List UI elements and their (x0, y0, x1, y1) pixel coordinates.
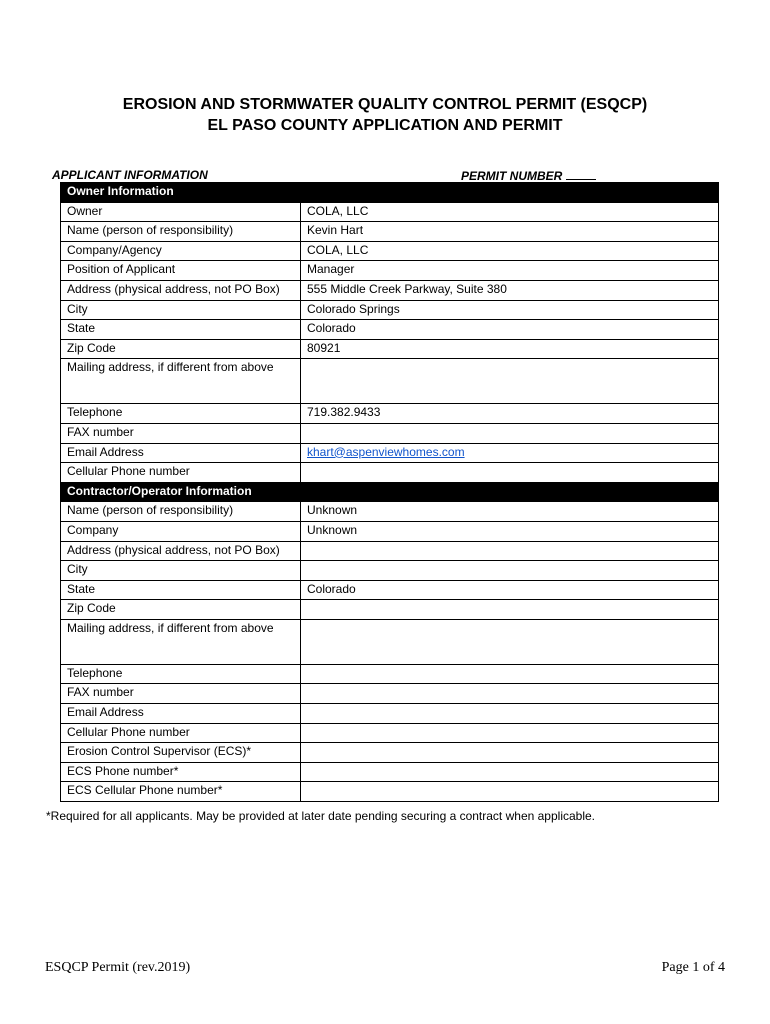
telephone-value[interactable]: 719.382.9433 (301, 404, 719, 424)
table-row (61, 241, 719, 261)
field-label: State (61, 320, 301, 340)
applicant-information-heading: APPLICANT INFORMATION (52, 168, 208, 182)
required-footnote: *Required for all applicants. May be provided at later date pending securing a contract when applicable. (46, 809, 595, 823)
city-value[interactable]: Colorado Springs (301, 300, 719, 320)
table-row (61, 222, 719, 242)
contractor-section-header: Contractor/Operator Information (61, 482, 301, 502)
footer-form-revision: ESQCP Permit (rev.2019) (45, 960, 191, 975)
field-label: Cellular Phone number (61, 463, 301, 483)
responsible-person-value[interactable]: Kevin Hart (301, 222, 719, 242)
cell-phone-value[interactable] (301, 463, 719, 483)
contractor-cell-value[interactable] (301, 723, 719, 743)
contractor-telephone-value[interactable] (301, 664, 719, 684)
field-label: FAX number (61, 684, 301, 704)
field-label: Telephone (61, 664, 301, 684)
field-label: ECS Cellular Phone number* (61, 782, 301, 802)
ecs-value[interactable] (301, 743, 719, 763)
table-row (61, 704, 719, 724)
permit-number-heading (461, 168, 596, 183)
table-row (61, 521, 719, 541)
company-agency-value[interactable]: COLA, LLC (301, 241, 719, 261)
field-label: Address (physical address, not PO Box) (61, 280, 301, 300)
field-label: Company/Agency (61, 241, 301, 261)
field-label: FAX number (61, 423, 301, 443)
position-value[interactable]: Manager (301, 261, 719, 281)
field-label: Mailing address, if different from above (61, 619, 301, 664)
field-label: Erosion Control Supervisor (ECS)* (61, 743, 301, 763)
field-label: City (61, 561, 301, 581)
contractor-person-value[interactable]: Unknown (301, 502, 719, 522)
table-row (61, 502, 719, 522)
table-row (61, 664, 719, 684)
table-row (61, 339, 719, 359)
table-row (61, 320, 719, 340)
contractor-mailing-value[interactable] (301, 619, 719, 664)
footer-page-number: Page 1 of 4 (661, 960, 725, 975)
email-link[interactable]: khart@aspenviewhomes.com (307, 444, 465, 459)
field-label: Company (61, 521, 301, 541)
field-label: Email Address (61, 443, 301, 463)
field-label: State (61, 580, 301, 600)
table-row (61, 762, 719, 782)
table-row (61, 541, 719, 561)
table-row (61, 261, 719, 281)
table-row (61, 423, 719, 443)
table-row (61, 300, 719, 320)
table-row (61, 463, 719, 483)
table-row (61, 743, 719, 763)
owner-section-header-blank (301, 183, 719, 203)
table-row (61, 561, 719, 581)
mailing-address-value[interactable] (301, 359, 719, 404)
contractor-zip-value[interactable] (301, 600, 719, 620)
document-title: EROSION AND STORMWATER QUALITY CONTROL PERMIT (ESQCP) (122, 96, 648, 113)
owner-field-value[interactable]: COLA, LLC (301, 202, 719, 222)
table-row (61, 723, 719, 743)
table-row (61, 359, 719, 404)
contractor-section-header-blank (301, 482, 719, 502)
contractor-section-header-row (61, 482, 719, 502)
field-label: Owner (61, 202, 301, 222)
table-row (61, 684, 719, 704)
document-subtitle: EL PASO COUNTY APPLICATION AND PERMIT (207, 117, 563, 134)
contractor-email-value[interactable] (301, 704, 719, 724)
contractor-state-value[interactable]: Colorado (301, 580, 719, 600)
field-label: Mailing address, if different from above (61, 359, 301, 404)
ecs-cell-value[interactable] (301, 782, 719, 802)
owner-section-header: Owner Information (61, 183, 301, 203)
fax-value[interactable] (301, 423, 719, 443)
field-label: Cellular Phone number (61, 723, 301, 743)
field-label: City (61, 300, 301, 320)
contractor-fax-value[interactable] (301, 684, 719, 704)
zip-code-value[interactable]: 80921 (301, 339, 719, 359)
email-value (301, 443, 719, 463)
application-form-table (60, 182, 719, 802)
field-label: Address (physical address, not PO Box) (61, 541, 301, 561)
table-row (61, 443, 719, 463)
field-label: Email Address (61, 704, 301, 724)
table-row (61, 580, 719, 600)
table-row (61, 404, 719, 424)
field-label: Name (person of responsibility) (61, 502, 301, 522)
table-row (61, 280, 719, 300)
permit-number-field[interactable] (566, 168, 596, 180)
state-value[interactable]: Colorado (301, 320, 719, 340)
field-label: Position of Applicant (61, 261, 301, 281)
permit-number-label: PERMIT NUMBER (461, 169, 563, 183)
table-row (61, 202, 719, 222)
owner-section-header-row (61, 183, 719, 203)
address-value[interactable]: 555 Middle Creek Parkway, Suite 380 (301, 280, 719, 300)
field-label: Zip Code (61, 600, 301, 620)
field-label: Telephone (61, 404, 301, 424)
field-label: ECS Phone number* (61, 762, 301, 782)
field-label: Name (person of responsibility) (61, 222, 301, 242)
table-row (61, 782, 719, 802)
contractor-company-value[interactable]: Unknown (301, 521, 719, 541)
contractor-city-value[interactable] (301, 561, 719, 581)
table-row (61, 619, 719, 664)
field-label: Zip Code (61, 339, 301, 359)
table-row (61, 600, 719, 620)
ecs-phone-value[interactable] (301, 762, 719, 782)
contractor-address-value[interactable] (301, 541, 719, 561)
